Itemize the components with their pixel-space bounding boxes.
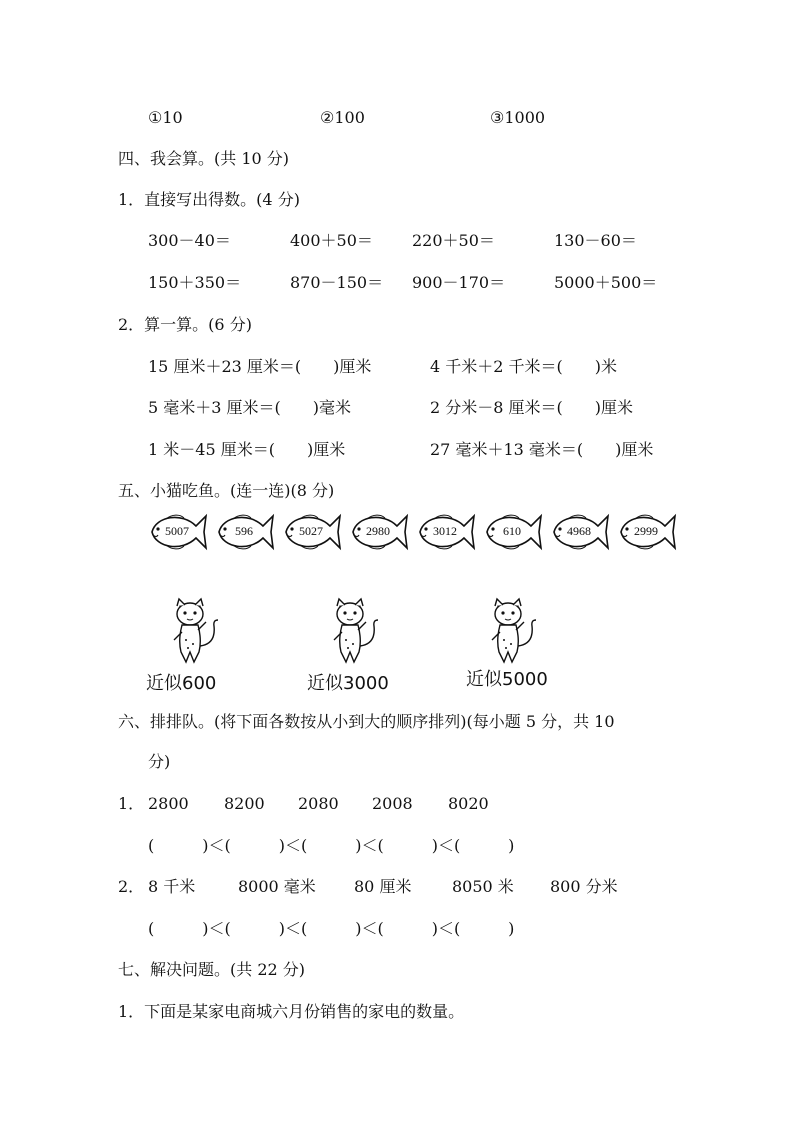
- section-4-q2-title: 2．算一算。(6 分): [118, 315, 252, 334]
- calc-item: 870－150＝: [290, 273, 384, 292]
- fish-icon: [213, 510, 277, 554]
- unit-calc-item: 5 毫米＋3 厘米＝( )毫米: [148, 398, 352, 417]
- cat-figure-icon: [160, 596, 220, 668]
- unit-calc-item: 2 分米－8 厘米＝( )厘米: [430, 398, 634, 417]
- fish-number: 5027: [299, 524, 323, 538]
- calc-item: 5000＋500＝: [554, 273, 658, 292]
- fish-icon: [414, 510, 478, 554]
- fish-number: 5007: [165, 524, 189, 538]
- cat-label: 近似3000: [307, 673, 389, 694]
- fish-icon: [146, 510, 210, 554]
- calc-item: 220＋50＝: [412, 231, 495, 250]
- order-length: 800 分米: [550, 877, 618, 896]
- choice-option-1: ①10: [148, 108, 183, 127]
- fish-number: 3012: [433, 524, 457, 538]
- fish-icon: [548, 510, 612, 554]
- order-blanks: ( )＜( )＜( )＜( )＜( ): [148, 836, 515, 855]
- section-6-title-cont: 分): [148, 752, 171, 771]
- choice-option-3: ③1000: [490, 108, 546, 127]
- calc-item: 150＋350＝: [148, 273, 242, 292]
- order-length: 8050 米: [452, 877, 514, 896]
- fish-number: 2980: [366, 524, 390, 538]
- fish-number: 4968: [567, 524, 591, 538]
- order-length: 80 厘米: [354, 877, 412, 896]
- order-number: 2080: [298, 794, 339, 813]
- fish-number: 2999: [634, 524, 658, 538]
- unit-calc-item: 1 米－45 厘米＝( )厘米: [148, 440, 346, 459]
- section-6-q2-label: 2．: [118, 877, 145, 896]
- fish-number: 596: [235, 524, 253, 538]
- section-6-q1-label: 1．: [118, 794, 145, 813]
- order-number: 8020: [448, 794, 489, 813]
- cat-label: 近似600: [146, 673, 217, 694]
- unit-calc-item: 4 千米＋2 千米＝( )米: [430, 357, 618, 376]
- fish-icon: [280, 510, 344, 554]
- section-4-title: 四、我会算。(共 10 分): [118, 149, 290, 168]
- cat-label: 近似5000: [466, 669, 548, 690]
- fish-icon: [347, 510, 411, 554]
- fish-icon: [481, 510, 545, 554]
- unit-calc-item: 15 厘米＋23 厘米＝( )厘米: [148, 357, 372, 376]
- calc-item: 130－60＝: [554, 231, 637, 250]
- section-7-q1-text: 1．下面是某家电商城六月份销售的家电的数量。: [118, 1002, 465, 1021]
- unit-calc-item: 27 毫米＋13 毫米＝( )厘米: [430, 440, 654, 459]
- order-blanks: ( )＜( )＜( )＜( )＜( ): [148, 919, 515, 938]
- order-number: 8200: [224, 794, 265, 813]
- calc-item: 300－40＝: [148, 231, 231, 250]
- order-length: 8000 毫米: [238, 877, 316, 896]
- order-number: 2008: [372, 794, 413, 813]
- section-6-title: 六、排排队。(将下面各数按从小到大的顺序排列)(每小题 5 分，共 10: [118, 712, 615, 731]
- calc-item: 400＋50＝: [290, 231, 373, 250]
- cat-figure-icon: [320, 596, 380, 668]
- order-length: 8 千米: [148, 877, 196, 896]
- fish-icon: [615, 510, 679, 554]
- section-5-title: 五、小猫吃鱼。(连一连)(8 分): [118, 481, 335, 500]
- order-number: 2800: [148, 794, 189, 813]
- cat-figure-icon: [478, 596, 538, 668]
- choice-option-2: ②100: [320, 108, 365, 127]
- fish-number: 610: [503, 524, 521, 538]
- section-7-title: 七、解决问题。(共 22 分): [118, 960, 306, 979]
- section-4-q1-title: 1．直接写出得数。(4 分): [118, 190, 300, 209]
- calc-item: 900－170＝: [412, 273, 506, 292]
